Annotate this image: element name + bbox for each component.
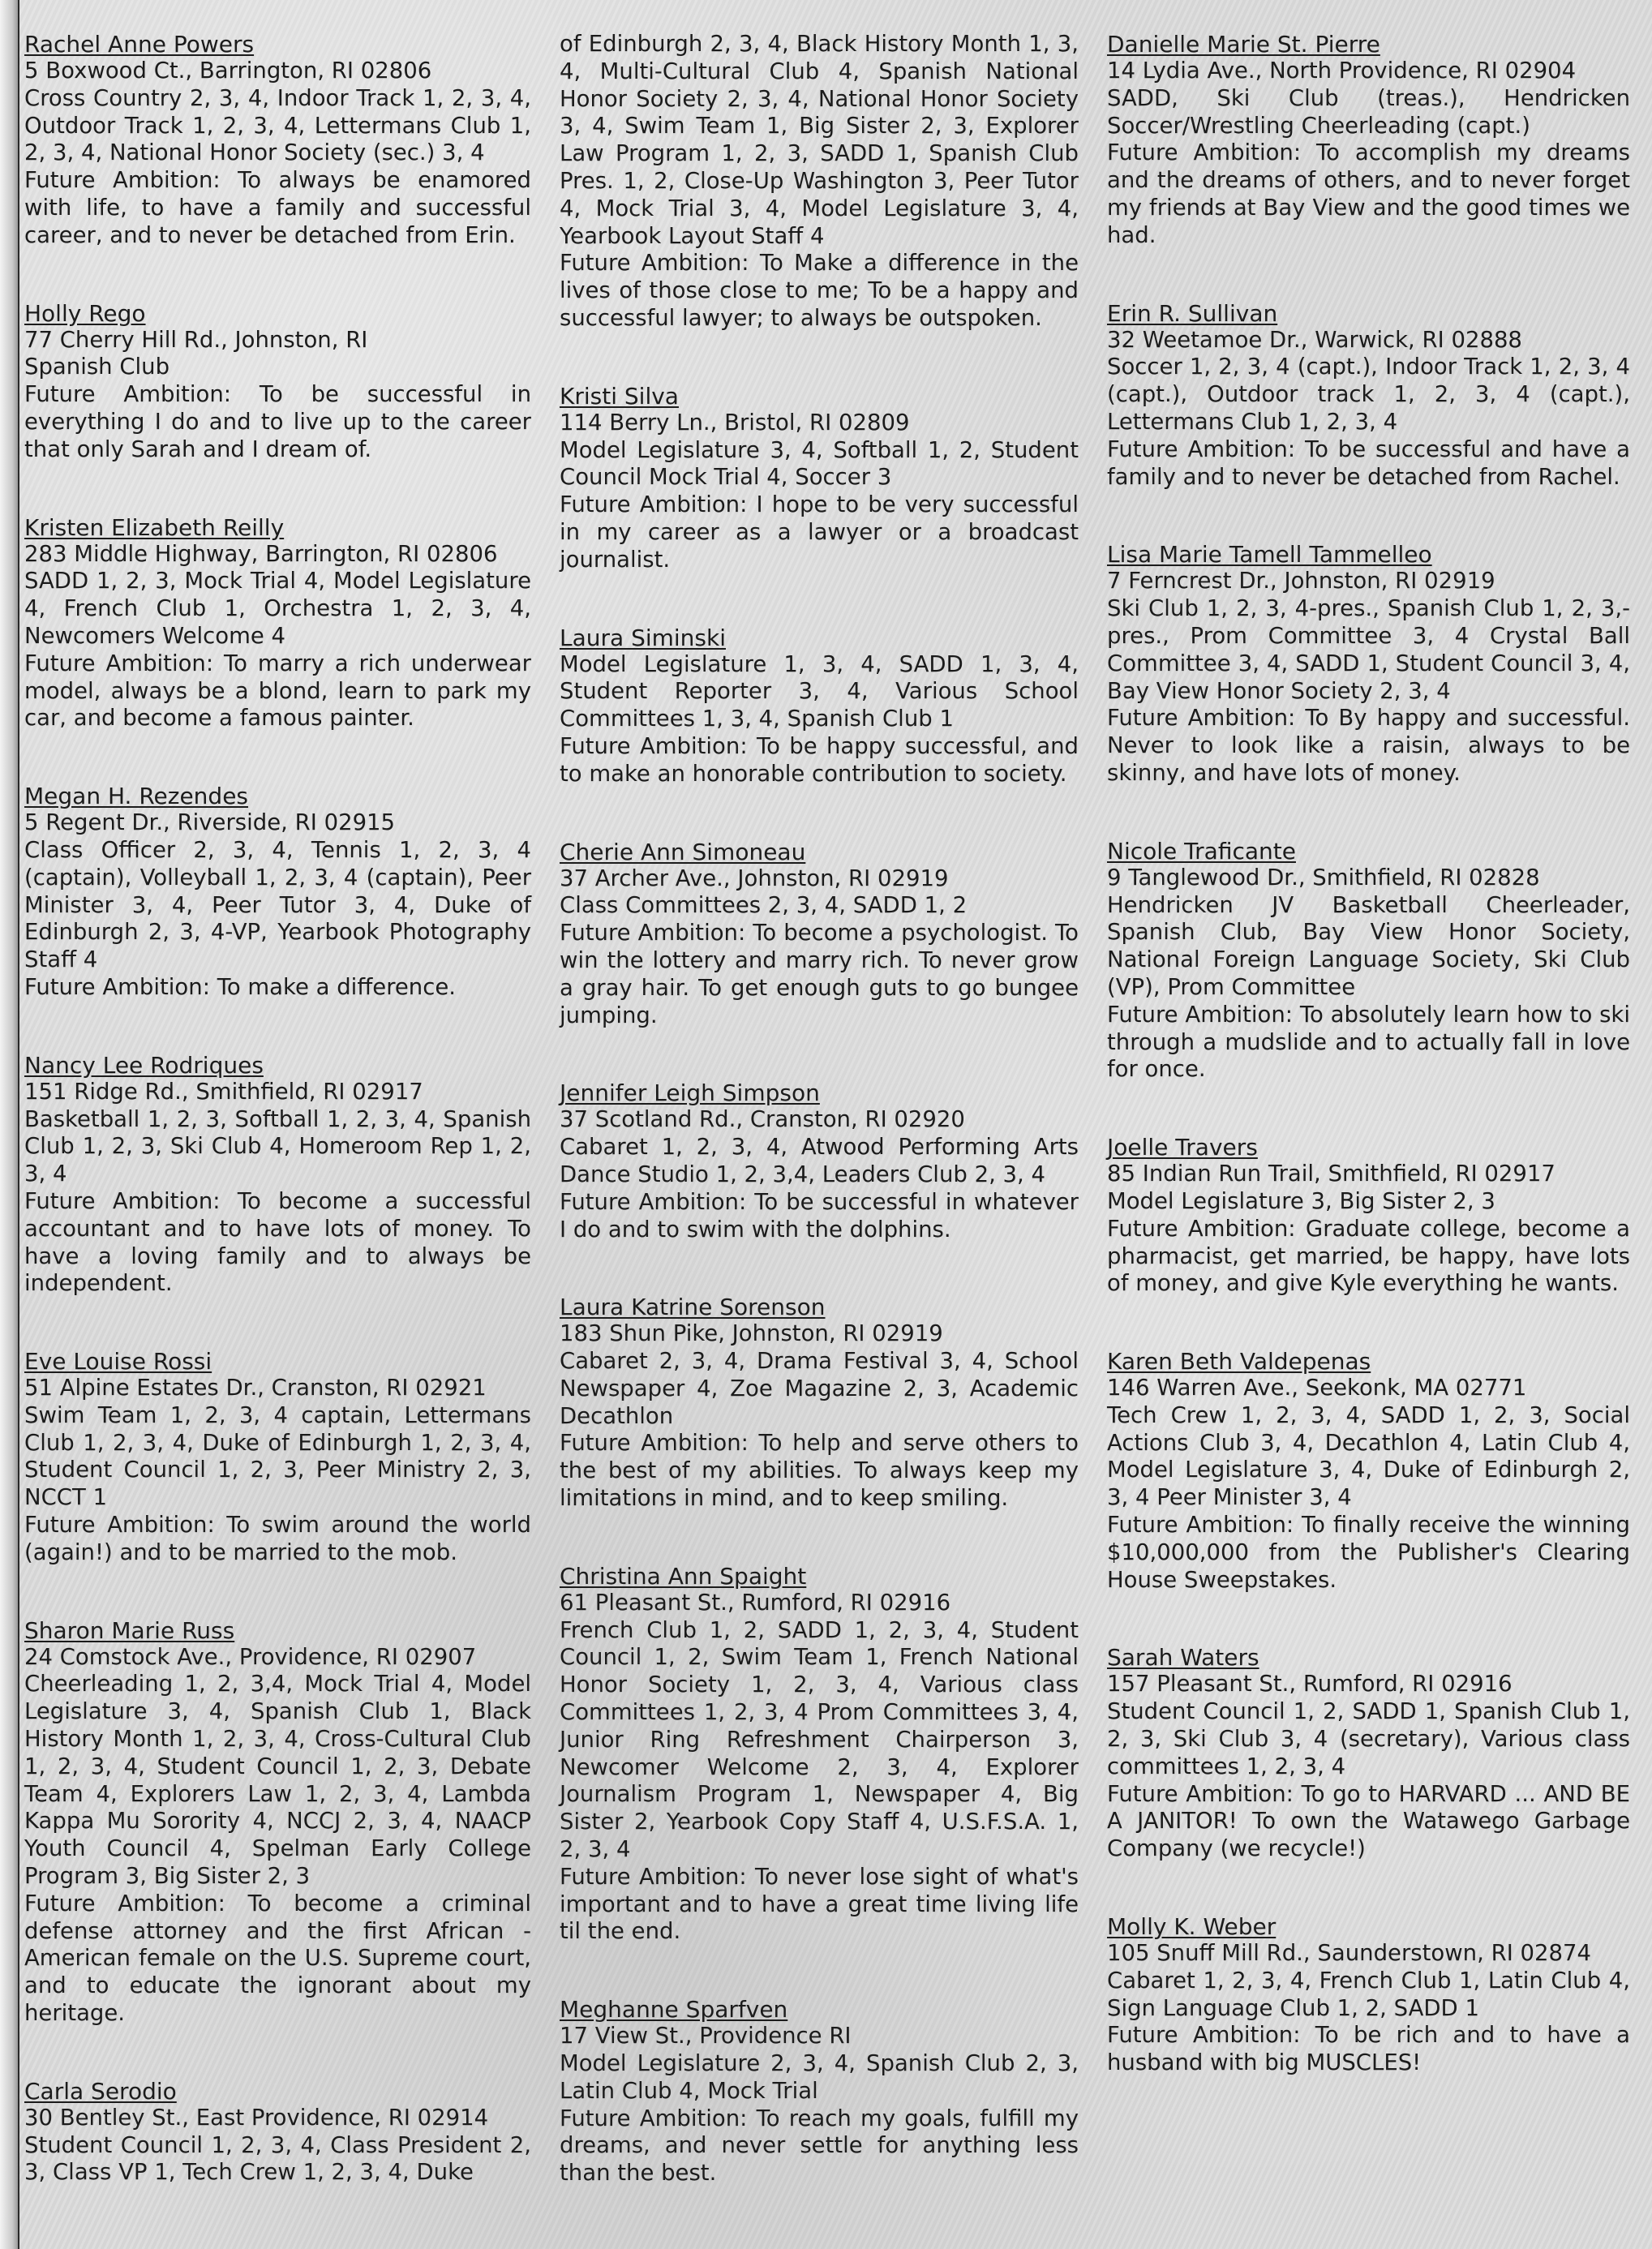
senior-address: 157 Pleasant St., Rumford, RI 02916 (1107, 1671, 1513, 1697)
senior-activities: SADD 1, 2, 3, Mock Trial 4, Model Legislature 4, French Club 1, Orchestra 1, 2, 3, 4, Newcomers Welcome 4 (24, 568, 531, 649)
senior-ambition: Future Ambition: To make a difference. (24, 973, 457, 1000)
senior-name: Carla Serodio (24, 2077, 177, 2105)
senior-activities: Cabaret 1, 2, 3, 4, French Club 1, Latin Club 4, Sign Language Club 1, 2, SADD 1 (1107, 1967, 1630, 2021)
senior-entry (560, 1996, 1079, 2187)
senior-address: 283 Middle Highway, Barrington, RI 02806 (24, 540, 498, 567)
senior-activities: of Edinburgh 2, 3, 4, Black History Month 1, 3, 4, Multi-Cultural Club 4, Spanish National Honor Society 2, 3, 4, National Honor Society 3, 4, Swim Team 1, Big Sister 2, 3, Explorer Law Program 1, 2, 3, SADD 1, Spanish Club Pres. 1, 2, Close-Up Washington 3, Peer Tutor 4, Mock Trial 3, 4, Model Legislature 3, 4, Yearbook Layout Staff 4 (560, 31, 1079, 249)
senior-activities: Model Legislature 3, Big Sister 2, 3 (1107, 1187, 1495, 1214)
senior-entry (1107, 1644, 1630, 1863)
senior-activities: Class Officer 2, 3, 4, Tennis 1, 2, 3, 4 (captain), Volleyball 1, 2, 3, 4 (captain), Peer Minister 3, 4, Peer Tutor 3, 4, Duke of Edinburgh 2, 3, 4-VP, Yearbook Photography Staff 4 (24, 836, 531, 973)
senior-activities: Student Council 1, 2, SADD 1, Spanish Club 1, 2, 3, Ski Club 3, 4 (secretary), Various class committees 1, 2, 3, 4 (1107, 1698, 1630, 1779)
senior-ambition: Future Ambition: To reach my goals, fulfill my dreams, and never settle for anything less than the best. (560, 2105, 1079, 2187)
senior-address: 114 Berry Ln., Bristol, RI 02809 (560, 409, 910, 436)
senior-entry (1107, 541, 1630, 787)
senior-name: Danielle Marie St. Pierre (1107, 31, 1380, 58)
senior-entry (560, 1079, 1079, 1243)
senior-activities: Ski Club 1, 2, 3, 4-pres., Spanish Club 1, 2, 3,-pres., Prom Committee 3, 4 Crystal Ball Committee 3, 4, SADD 1, Student Council 3, 4, Bay View Honor Society 2, 3, 4 (1107, 595, 1630, 704)
senior-ambition: Future Ambition: To be rich and to have a husband with big MUSCLES! (1107, 2022, 1630, 2076)
senior-address: 146 Warren Ave., Seekonk, MA 02771 (1107, 1375, 1527, 1401)
senior-entry (1107, 1134, 1630, 1298)
senior-activities: Swim Team 1, 2, 3, 4 captain, Lettermans Club 1, 2, 3, 4, Duke of Edinburgh 1, 2, 3, 4, Student Council 1, 2, 3, Peer Ministry 2, 3, NCCT 1 (24, 1401, 531, 1511)
senior-name: Rachel Anne Powers (24, 31, 255, 58)
senior-name: Sarah Waters (1107, 1644, 1259, 1672)
senior-activities: Tech Crew 1, 2, 3, 4, SADD 1, 2, 3, Social Actions Club 3, 4, Decathlon 4, Latin Club 4, Model Legislature 3, 4, Duke of Edinburgh 2, 3, 4 Peer Minister 3, 4 (1107, 1401, 1630, 1511)
senior-activities: Cross Country 2, 3, 4, Indoor Track 1, 2, 3, 4, Outdoor Track 1, 2, 3, 4, Lettermans Club 1, 2, 3, 4, National Honor Society (sec.) 3, 4 (24, 84, 531, 166)
senior-address: 30 Bentley St., East Providence, RI 02914 (24, 2104, 489, 2131)
senior-address: 51 Alpine Estates Dr., Cranston, RI 02921 (24, 1375, 487, 1401)
senior-ambition: Future Ambition: To become a psychologist. To win the lottery and marry rich. To never grow a gray hair. To get enough guts to go bungee jumping. (560, 920, 1079, 1028)
senior-ambition: Future Ambition: To absolutely learn how to ski through a mudslide and to actually fall in love for once. (1107, 1001, 1630, 1083)
senior-address: 105 Snuff Mill Rd., Saunderstown, RI 02874 (1107, 1940, 1592, 1967)
senior-ambition: Future Ambition: To Make a difference in the lives of those close to me; To be a happy and successful lawyer; to always be outspoken. (560, 250, 1079, 331)
senior-ambition: Future Ambition: To always be enamored with life, to have a family and successful career, and to never be detached from Erin. (24, 167, 531, 248)
senior-ambition: Future Ambition: To swim around the world (again!) and to be married to the mob. (24, 1512, 531, 1565)
column-1 (24, 31, 531, 2237)
senior-address: 151 Ridge Rd., Smithfield, RI 02917 (24, 1078, 423, 1105)
senior-ambition: Future Ambition: To be happy successful, and to make an honorable contribution to society. (560, 732, 1079, 787)
senior-activities: French Club 1, 2, SADD 1, 2, 3, 4, Student Council 1, 2, Swim Team 1, French National Honor Society 1, 2, 3, 4, Various class Committees 1, 2, 3, 4 Prom Committees 3, 4, Junior Ring Refreshment Chairperson 3, Newcomer Welcome 2, 3, 4, Explorer Journalism Program 1, Newspaper 4, Big Sister 2, Yearbook Copy Staff 4, U.S.F.S.A. 1, 2, 3, 4 (560, 1616, 1079, 1863)
senior-ambition: Future Ambition: To marry a rich underwear model, always be a blond, learn to park my car, and become a famous painter. (24, 650, 531, 732)
senior-name: Kristi Silva (560, 382, 679, 410)
senior-activities: Hendricken JV Basketball Cheerleader, Spanish Club, Bay View Honor Society, National Foreign Language Society, Ski Club (VP), Prom Committee (1107, 891, 1630, 1000)
senior-ambition: Future Ambition: To go to HARVARD ... AND BE A JANITOR! To own the Watawego Garbage Company (we recycle!) (1107, 1780, 1630, 1862)
senior-entry (1107, 31, 1630, 250)
senior-entry (1107, 1913, 1630, 2077)
senior-name: Erin R. Sullivan (1107, 299, 1278, 327)
senior-ambition: Future Ambition: To become a criminal defense attorney and the first African - American female on the U.S. Supreme court, and to educate the ignorant about my heritage. (24, 1890, 531, 2027)
senior-ambition: Future Ambition: To become a successful accountant and to have lots of money. To have a loving family and to always be independent. (24, 1187, 531, 1297)
senior-activities: SADD, Ski Club (treas.), Hendricken Soccer/Wrestling Cheerleading (capt.) (1107, 84, 1630, 139)
senior-address: 37 Archer Ave., Johnston, RI 02919 (560, 865, 949, 891)
senior-ambition: Future Ambition: To By happy and successful. Never to look like a raisin, always to be skinny, and have lots of money. (1107, 705, 1630, 786)
senior-address: 24 Comstock Ave., Providence, RI 02907 (24, 1643, 477, 1670)
senior-name: Molly K. Weber (1107, 1913, 1277, 1941)
senior-name: Nancy Lee Rodriques (24, 1051, 264, 1079)
senior-entry (24, 514, 531, 733)
senior-ambition: Future Ambition: To be successful and have a family and to never be detached from Rachel. (1107, 436, 1630, 490)
senior-address: 61 Pleasant St., Rumford, RI 02916 (560, 1589, 951, 1616)
senior-name: Laura Siminski (560, 624, 727, 651)
senior-activities: Class Committees 2, 3, 4, SADD 1, 2 (560, 892, 968, 919)
senior-entry (24, 31, 531, 250)
senior-name: Kristen Elizabeth Reilly (24, 513, 285, 541)
senior-entry (1107, 1348, 1630, 1594)
senior-name: Joelle Travers (1107, 1134, 1258, 1161)
senior-name: Jennifer Leigh Simpson (560, 1079, 820, 1107)
senior-entry (1107, 300, 1630, 491)
senior-entry (1107, 838, 1630, 1084)
senior-entry (24, 2078, 531, 2187)
senior-entry (560, 1563, 1079, 1946)
senior-name: Lisa Marie Tamell Tammelleo (1107, 541, 1432, 569)
senior-name: Megan H. Rezendes (24, 783, 249, 810)
senior-address: 37 Scotland Rd., Cranston, RI 02920 (560, 1106, 965, 1133)
senior-activities: Cabaret 2, 3, 4, Drama Festival 3, 4, School Newspaper 4, Zoe Magazine 2, 3, Academic Decathlon (560, 1348, 1079, 1429)
senior-ambition: Future Ambition: To be successful in everything I do and to live up to the career that only Sarah and I dream of. (24, 381, 531, 462)
senior-entry (560, 624, 1079, 788)
senior-activities: Student Council 1, 2, 3, 4, Class President 2, 3, Class VP 1, Tech Crew 1, 2, 3, 4, Duke (24, 2131, 531, 2186)
senior-name: Eve Louise Rossi (24, 1348, 212, 1376)
senior-address: 7 Ferncrest Dr., Johnston, RI 02919 (1107, 568, 1495, 594)
senior-name: Meghanne Sparfven (560, 1996, 788, 2024)
senior-address: 32 Weetamoe Dr., Warwick, RI 02888 (1107, 326, 1522, 353)
senior-ambition: Future Ambition: To be successful in whatever I do and to swim with the dolphins. (560, 1188, 1079, 1243)
senior-name: Sharon Marie Russ (24, 1616, 235, 1644)
senior-entry (24, 300, 531, 464)
senior-address: 5 Boxwood Ct., Barrington, RI 02806 (24, 58, 432, 84)
senior-ambition: Future Ambition: Graduate college, become a pharmacist, get married, be happy, have lots of money, and give Kyle everything he wants. (1107, 1215, 1630, 1297)
senior-name: Holly Rego (24, 299, 146, 327)
senior-ambition: Future Ambition: To accomplish my dreams and the dreams of others, and to never forget my friends at Bay View and the good times we had. (1107, 139, 1630, 248)
senior-address: 5 Regent Dr., Riverside, RI 02915 (24, 809, 396, 836)
senior-ambition: Future Ambition: To finally receive the winning $10,000,000 from the Publisher's Clearing House Sweepstakes. (1107, 1512, 1630, 1593)
senior-address: 85 Indian Run Trail, Smithfield, RI 02917 (1107, 1161, 1555, 1187)
senior-ambition: Future Ambition: To help and serve others to the best of my abilities. To always keep my limitations in mind, and to keep smiling. (560, 1430, 1079, 1512)
senior-entry (24, 1348, 531, 1567)
column-2 (560, 31, 1079, 2238)
senior-activities: Model Legislature 3, 4, Softball 1, 2, Student Council Mock Trial 4, Soccer 3 (560, 436, 1079, 491)
senior-entry (24, 1617, 531, 2028)
senior-entry (560, 1294, 1079, 1513)
senior-address: 183 Shun Pike, Johnston, RI 02919 (560, 1320, 943, 1347)
senior-name: Cherie Ann Simoneau (560, 838, 806, 865)
senior-name: Laura Katrine Sorenson (560, 1294, 826, 1321)
senior-name: Karen Beth Valdepenas (1107, 1348, 1371, 1376)
senior-entry-continued (560, 31, 1079, 333)
column-3 (1107, 31, 1630, 2127)
senior-address: 9 Tanglewood Dr., Smithfield, RI 02828 (1107, 864, 1540, 891)
senior-activities: Cheerleading 1, 2, 3,4, Mock Trial 4, Model Legislature 3, 4, Spanish Club 1, Black History Month 1, 2, 3, 4, Cross-Cultural Club 1, 2, 3, 4, Student Council 1, 2, 3, Debate Team 4, Explorers Law 1, 2, 3, 4, Lambda Kappa Mu Sorority 4, NCCJ 2, 3, 4, NAACP Youth Council 4, Spelman Early College Program 3, Big Sister 2, 3 (24, 1671, 531, 1890)
senior-activities: Soccer 1, 2, 3, 4 (capt.), Indoor Track 1, 2, 3, 4 (capt.), Outdoor track 1, 2, 3, 4 (capt.), Lettermans Club 1, 2, 3, 4 (1107, 354, 1630, 435)
senior-activities: Basketball 1, 2, 3, Softball 1, 2, 3, 4, Spanish Club 1, 2, 3, Ski Club 4, Homeroom Rep 1, 2, 3, 4 (24, 1105, 531, 1187)
senior-activities: Spanish Club (24, 354, 170, 380)
senior-name: Nicole Traficante (1107, 837, 1296, 865)
senior-ambition: Future Ambition: I hope to be very successful in my career as a lawyer or a broadcast journalist. (560, 491, 1079, 573)
senior-entry (24, 783, 531, 1002)
senior-address: 17 View St., Providence RI (560, 2023, 852, 2049)
senior-ambition: Future Ambition: To never lose sight of what's important and to have a great time living life til the end. (560, 1863, 1079, 1945)
senior-entry (24, 1052, 531, 1298)
senior-activities: Model Legislature 1, 3, 4, SADD 1, 3, 4, Student Reporter 3, 4, Various School Committees 1, 3, 4, Spanish Club 1 (560, 650, 1079, 732)
senior-activities: Model Legislature 2, 3, 4, Spanish Club 2, 3, Latin Club 4, Mock Trial (560, 2050, 1079, 2104)
senior-entry (560, 839, 1079, 1030)
senior-address: 77 Cherry Hill Rd., Johnston, RI (24, 326, 368, 353)
senior-address: 14 Lydia Ave., North Providence, RI 02904 (1107, 58, 1577, 84)
senior-entry (560, 383, 1079, 574)
senior-name: Christina Ann Spaight (560, 1562, 807, 1590)
senior-activities: Cabaret 1, 2, 3, 4, Atwood Performing Arts Dance Studio 1, 2, 3,4, Leaders Club 2, 3, 4 (560, 1134, 1079, 1187)
page-binding-edge (0, 0, 19, 2249)
